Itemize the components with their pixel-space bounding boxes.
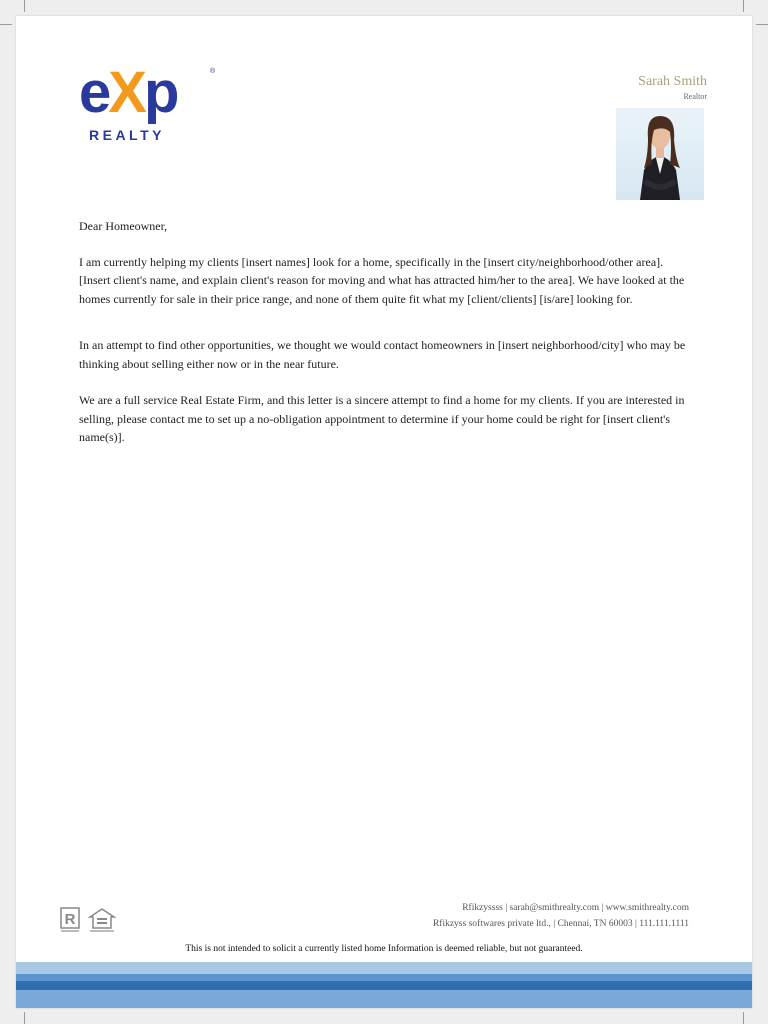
letter-body <box>79 217 694 447</box>
agent-name: Sarah Smith <box>638 74 707 89</box>
contact-block <box>433 900 689 932</box>
salutation: Dear Homeowner, <box>79 219 168 233</box>
logo-letter-p: p <box>143 60 177 125</box>
crop-mark <box>756 24 768 25</box>
letter-paragraph: I am currently helping my clients [insert names] look for a home, specifically in the [insert city/neighborhood/other area]. [Insert client's name, and explain client's reason for moving and what has attracted him/her to the area]. We have looked at the homes currently for sale in their price range, and none of them quite fit what my [client/clients] [is/are] looking for. <box>79 254 685 306</box>
crop-mark <box>743 0 744 12</box>
agent-photo <box>616 108 704 200</box>
contact-line: Rfikzyssss | sarah@smithrealty.com | www.smithrealty.com <box>462 903 689 913</box>
crop-mark <box>743 1012 744 1024</box>
contact-line: Rfikzyss softwares private ltd., | Chennai, TN 60003 | 111.111.1111 <box>432 919 689 929</box>
disclaimer: This is not intended to solicit a currently listed home Information is deemed reliable, but not guaranteed. <box>185 944 583 954</box>
crop-mark <box>24 1012 25 1024</box>
realtor-equal-housing-icon <box>60 907 116 935</box>
letterhead-page <box>16 16 752 1008</box>
agent-title: Realtor <box>683 92 707 101</box>
crop-mark <box>0 24 12 25</box>
footer-stripe <box>16 974 752 981</box>
letter-paragraph: In an attempt to find other opportunities, we thought we would contact homeowners in [insert neighborhood/city] who may be thinking about selling either now or in the near future. <box>79 338 686 371</box>
crop-mark <box>24 0 25 12</box>
logo-wordmark <box>79 62 176 124</box>
logo-letter-e: e <box>79 60 109 125</box>
registered-mark: ® <box>210 68 216 75</box>
exp-realty-logo <box>79 60 219 148</box>
footer-stripe <box>16 962 752 974</box>
logo-subtitle: REALTY <box>89 127 165 143</box>
footer-stripe <box>16 981 752 990</box>
logo-letter-x: X <box>108 60 144 125</box>
svg-text:R: R <box>64 911 76 928</box>
footer-stripe <box>16 990 752 1008</box>
compliance-logos <box>60 907 116 935</box>
agent-portrait-icon <box>616 108 704 200</box>
letter-paragraph: We are a full service Real Estate Firm, and this letter is a sincere attempt to find a home for my clients. If you are interested in selling, please contact me to set up a no-obligation appointment to determine if your home could be right for [insert client's name(s)]. <box>79 393 685 444</box>
